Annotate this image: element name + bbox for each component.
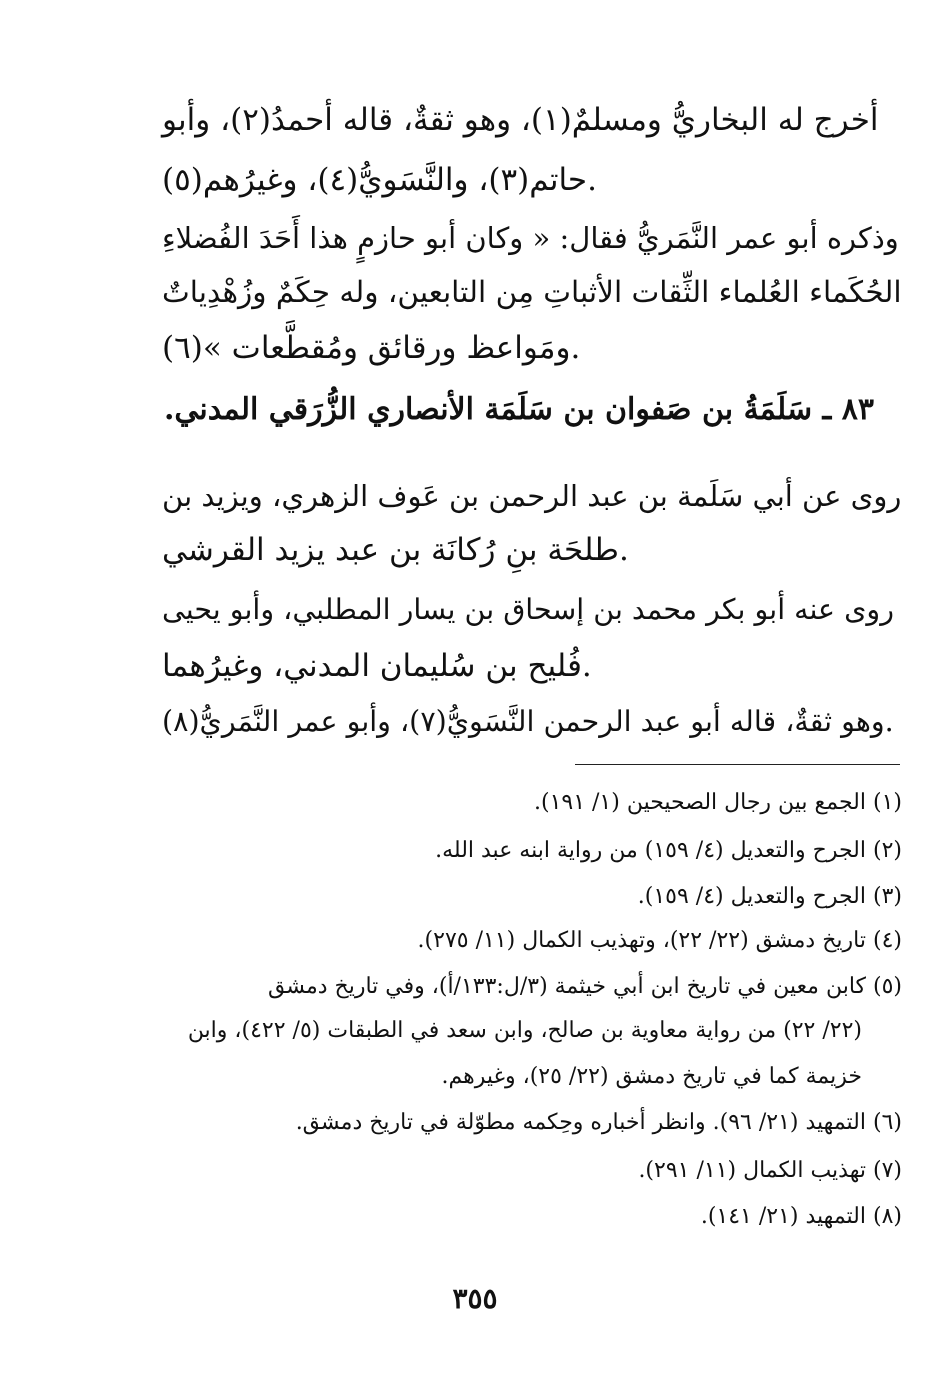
page-number: ٣٥٥ — [452, 1282, 498, 1315]
body-line: وهو ثقةٌ، قاله أبو عبد الرحمن النَّسَويُّ(٧)، وأبو عمر النَّمَريُّ(٨). — [162, 705, 894, 738]
footnote-5-continued: (٢٢/ ٢٢) من رواية معاوية بن صالح، وابن سعد في الطبقات (٥/ ٤٢٢)، وابن — [187, 1018, 862, 1043]
footnote-5: (٥) كابن معين في تاريخ ابن أبي خيثمة (٣/ل:١٣٣/أ)، وفي تاريخ دمشق — [267, 974, 902, 999]
footnote-2: (٢) الجرح والتعديل (٤/ ١٥٩) من رواية ابنه عبد الله. — [435, 838, 902, 863]
footnote-8: (٨) التمهيد (٢١/ ١٤١). — [700, 1204, 902, 1229]
footnote-6: (٦) التمهيد (٢١/ ٩٦). وانظر أخباره وحِكمه مطوّلة في تاريخ دمشق. — [295, 1110, 902, 1135]
body-line: أخرج له البخاريُّ ومسلمٌ(١)، وهو ثقةٌ، قاله أحمدُ(٢)، وأبو — [162, 102, 879, 138]
footnote-1: (١) الجمع بين رجال الصحيحين (١/ ١٩١). — [533, 790, 902, 815]
footnote-3: (٣) الجرح والتعديل (٤/ ١٥٩). — [637, 884, 902, 909]
body-line: فُليح بن سُليمان المدني، وغيرُهما. — [162, 648, 592, 684]
body-line: وذكره أبو عمر النَّمَريُّ فقال: « وكان أبو حازمٍ هذا أَحَدَ الفُضلاءِ — [162, 221, 899, 255]
body-line: ومَواعظ ورقائق ومُقطَّعات »(٦). — [162, 330, 581, 366]
footnote-4: (٤) تاريخ دمشق (٢٢/ ٢٢)، وتهذيب الكمال (١١/ ٢٧٥). — [417, 928, 902, 953]
entry-heading: ٨٣ ـ سَلَمَةُ بن صَفوان بن سَلَمَة الأنصاري الزُّرَقي المدني. — [163, 392, 874, 427]
footnote-separator — [575, 764, 900, 765]
body-line: روى عنه أبو بكر محمد بن إسحاق بن يسار المطلبي، وأبو يحيى — [162, 593, 894, 626]
body-line: حاتم(٣)، والنَّسَويُّ(٤)، وغيرُهم(٥). — [162, 162, 597, 198]
footnote-5-continued: خزيمة كما في تاريخ دمشق (٢٢/ ٢٥)، وغيرهم. — [441, 1064, 862, 1089]
body-line: الحُكَماء العُلماء الثِّقات الأثباتِ مِن التابعين، وله حِكَمٌ وزُهْدِياتٌ — [162, 275, 902, 309]
footnote-7: (٧) تهذيب الكمال (١١/ ٢٩١). — [638, 1158, 902, 1183]
body-line: روى عن أبي سَلَمة بن عبد الرحمن بن عَوف الزهري، ويزيد بن — [162, 479, 902, 513]
body-line: طلحَة بنِ رُكانَة بن عبد يزيد القرشي. — [162, 532, 629, 568]
